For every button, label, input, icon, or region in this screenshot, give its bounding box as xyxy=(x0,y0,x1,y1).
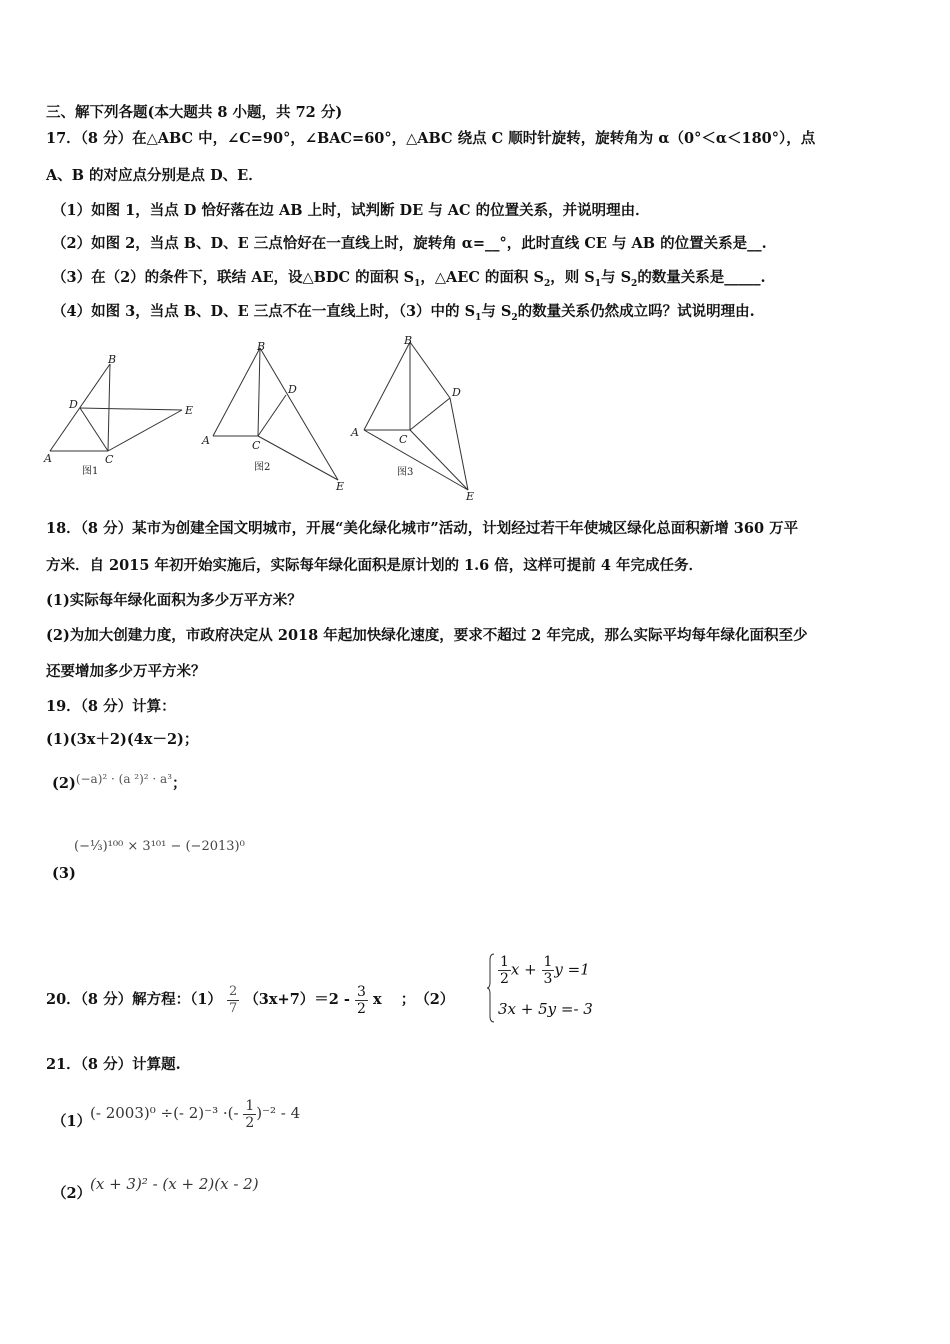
fig3-caption: 图3 xyxy=(397,467,414,478)
q20-eq1-b: y =1 xyxy=(554,960,590,979)
section-title: 三、解下列各题(本大题共 8 小题，共 72 分) xyxy=(46,104,343,121)
q20-sep: ； （2） xyxy=(400,991,455,1008)
fig1-label-d: D xyxy=(69,398,78,411)
q21-part2-expr: (x + 3)² - (x + 2)(x - 2) xyxy=(90,1175,259,1193)
q20-eq1-f2d: 3 xyxy=(543,971,553,987)
fig3-label-a: A xyxy=(351,426,359,439)
q17-part2: （2）如图 2，当点 B、D、E 三点恰好在一直线上时，旋转角 α=__°，此时直线 CE 与 AB 的位置关系是__. xyxy=(52,235,767,252)
fig2-side-bc xyxy=(258,348,260,436)
q20-eq1-f2n: 1 xyxy=(543,954,553,970)
fig3-label-d: D xyxy=(452,386,461,399)
q17-part4-c: 的数量关系仍然成立吗？试说明理由. xyxy=(517,303,755,320)
fig3-label-e: E xyxy=(466,490,475,502)
fig2-side-ab xyxy=(213,348,260,436)
q18-line2: 方米．自 2015 年初开始实施后，实际每年绿化面积是原计划的 1.6 倍，这样可提前 4 年完成任务． xyxy=(46,557,703,574)
q21-title: 21．（8 分）计算题. xyxy=(46,1056,181,1073)
q17-part4-b: 与 S xyxy=(481,303,512,320)
sub-1: 1 xyxy=(594,278,602,289)
q20-eq1-frac2 xyxy=(542,954,555,987)
q20-x: x xyxy=(373,991,382,1008)
q20-f1-num: 2 xyxy=(228,983,238,999)
q20-eq1-a: x + xyxy=(510,960,537,979)
q20-title: 20．（8 分）解方程：（1） xyxy=(46,991,222,1008)
fig3-side-de xyxy=(450,398,468,490)
q17-part3-d: 与 S xyxy=(601,269,632,286)
q21-p1-fd: 2 xyxy=(245,1114,255,1131)
q20-system xyxy=(486,952,616,1026)
q17-part3-c: ，则 S xyxy=(550,269,595,286)
q21-part2-label: （2） xyxy=(52,1185,92,1202)
q21-part1-expr-b: )⁻² - 4 xyxy=(256,1104,301,1122)
fig1-side-dc xyxy=(80,408,108,451)
sub-1: 1 xyxy=(475,312,482,323)
q21-part1-frac xyxy=(243,1098,256,1131)
q20-f1-den: 7 xyxy=(228,1000,238,1016)
fig3-label-b: B xyxy=(404,334,413,347)
fig3-side-cd xyxy=(410,398,450,430)
q19-part2-label: (2) xyxy=(52,775,76,792)
q20-fraction-3-2 xyxy=(355,984,368,1017)
fig1-label-e: E xyxy=(185,404,194,417)
q20-fraction-2-7 xyxy=(227,984,239,1017)
fig3-side-ae xyxy=(364,430,468,490)
sub-1: 1 xyxy=(414,278,421,289)
q20-eq1 xyxy=(498,954,590,987)
fig1-side-bc xyxy=(108,364,110,451)
sub-2: 2 xyxy=(543,278,551,289)
q17-part3 xyxy=(52,269,766,293)
q19-part3-label: (3) xyxy=(52,865,76,882)
q20-mid: （3x+7）＝2 - xyxy=(244,991,350,1008)
q18-part2-line2: 还要增加多少万平方米？ xyxy=(46,663,206,680)
q18-line1: 18．（8 分）某市为创建全国文明城市，开展“美化绿化城市”活动，计划经过若干年使城区绿化总面积新增 360 万平 xyxy=(46,520,799,537)
q17-part1: （1）如图 1，当点 D 恰好落在边 AB 上时，试判断 DE 与 AC 的位置关系，并说明理由． xyxy=(52,202,650,219)
q19-part2 xyxy=(52,772,187,793)
fig2-label-a: A xyxy=(202,434,210,447)
q19-title: 19．（8 分）计算： xyxy=(46,698,176,715)
fig1-side-ce xyxy=(108,410,182,451)
fig2-label-b: B xyxy=(257,340,266,353)
fig2-caption: 图2 xyxy=(254,462,271,473)
q20-eq1-f1d: 2 xyxy=(500,971,509,987)
q20-f2-num: 3 xyxy=(357,983,366,1000)
figure-2 xyxy=(198,338,358,493)
fig2-label-c: C xyxy=(252,439,261,452)
fig1-side-de xyxy=(80,408,182,410)
q19-part3-expr: (−⅓)¹⁰⁰ × 3¹⁰¹ − (−2013)⁰ xyxy=(74,839,245,854)
fig3-label-c: C xyxy=(399,433,408,446)
q20-f2-den: 2 xyxy=(357,1000,366,1017)
q17-part3-e: 的数量关系是_____. xyxy=(637,269,766,286)
fig3-side-bd xyxy=(410,342,450,398)
figure-1 xyxy=(40,350,200,480)
q21-p1-fn: 1 xyxy=(245,1097,255,1114)
q17-line2: A、B 的对应点分别是点 D、E． xyxy=(46,167,263,184)
q21-part1-label: （1） xyxy=(52,1113,92,1130)
sub-2: 2 xyxy=(511,312,518,323)
q20-eq2: 3x + 5y =- 3 xyxy=(498,1000,593,1018)
q21-part1-expr-a: (- 2003)⁰ ÷(- 2)⁻³ ·(- xyxy=(90,1104,239,1122)
q18-part2-line1: (2)为加大创建力度，市政府决定从 2018 年起加快绿化速度，要求不超过 2 年完成，那么实际平均每年绿化面积至少 xyxy=(46,627,808,644)
fig2-side-cd xyxy=(258,395,286,436)
fig3-side-ce xyxy=(410,430,468,490)
q21-part1-expr xyxy=(90,1093,300,1133)
q20-eq1-frac1 xyxy=(498,954,511,987)
q17-part3-b: ，△AEC 的面积 S xyxy=(420,269,544,286)
fig2-label-e: E xyxy=(336,480,345,493)
fig2-line-bde xyxy=(260,348,338,480)
fig2-side-ce xyxy=(258,436,338,480)
fig1-label-c: C xyxy=(105,453,114,466)
figure-3 xyxy=(346,332,496,502)
sub-2: 2 xyxy=(631,278,638,289)
q17-part4-a: （4）如图 3，当点 B、D、E 三点不在一直线上时，（3）中的 S xyxy=(52,303,476,320)
q19-part2-end: ； xyxy=(172,775,187,792)
q18-part1: (1)实际每年绿化面积为多少万平方米？ xyxy=(46,592,302,609)
fig1-label-b: B xyxy=(108,353,117,366)
q17-part4 xyxy=(52,303,755,327)
q19-part2-expr: (−a)² · (a ²)² · a³ xyxy=(75,772,172,786)
fig1-caption: 图1 xyxy=(82,466,99,477)
fig3-side-ab xyxy=(364,342,410,430)
q19-part1: (1)(3x＋2)(4x－2)； xyxy=(46,731,199,748)
q17-part3-a: （3）在（2）的条件下，联结 AE，设△BDC 的面积 S xyxy=(52,269,415,286)
fig1-label-a: A xyxy=(44,452,52,465)
fig2-label-d: D xyxy=(288,383,297,396)
fig1-side-ab xyxy=(50,364,110,451)
q20-brace xyxy=(486,952,496,1024)
q17-line1: 17．（8 分）在△ABC 中，∠C=90°，∠BAC=60°，△ABC 绕点 C 顺时针旋转，旋转角为 α（0°＜α＜180°），点 xyxy=(46,130,816,147)
q20-eq1-f1n: 1 xyxy=(500,954,509,970)
q20-line xyxy=(46,975,454,1025)
